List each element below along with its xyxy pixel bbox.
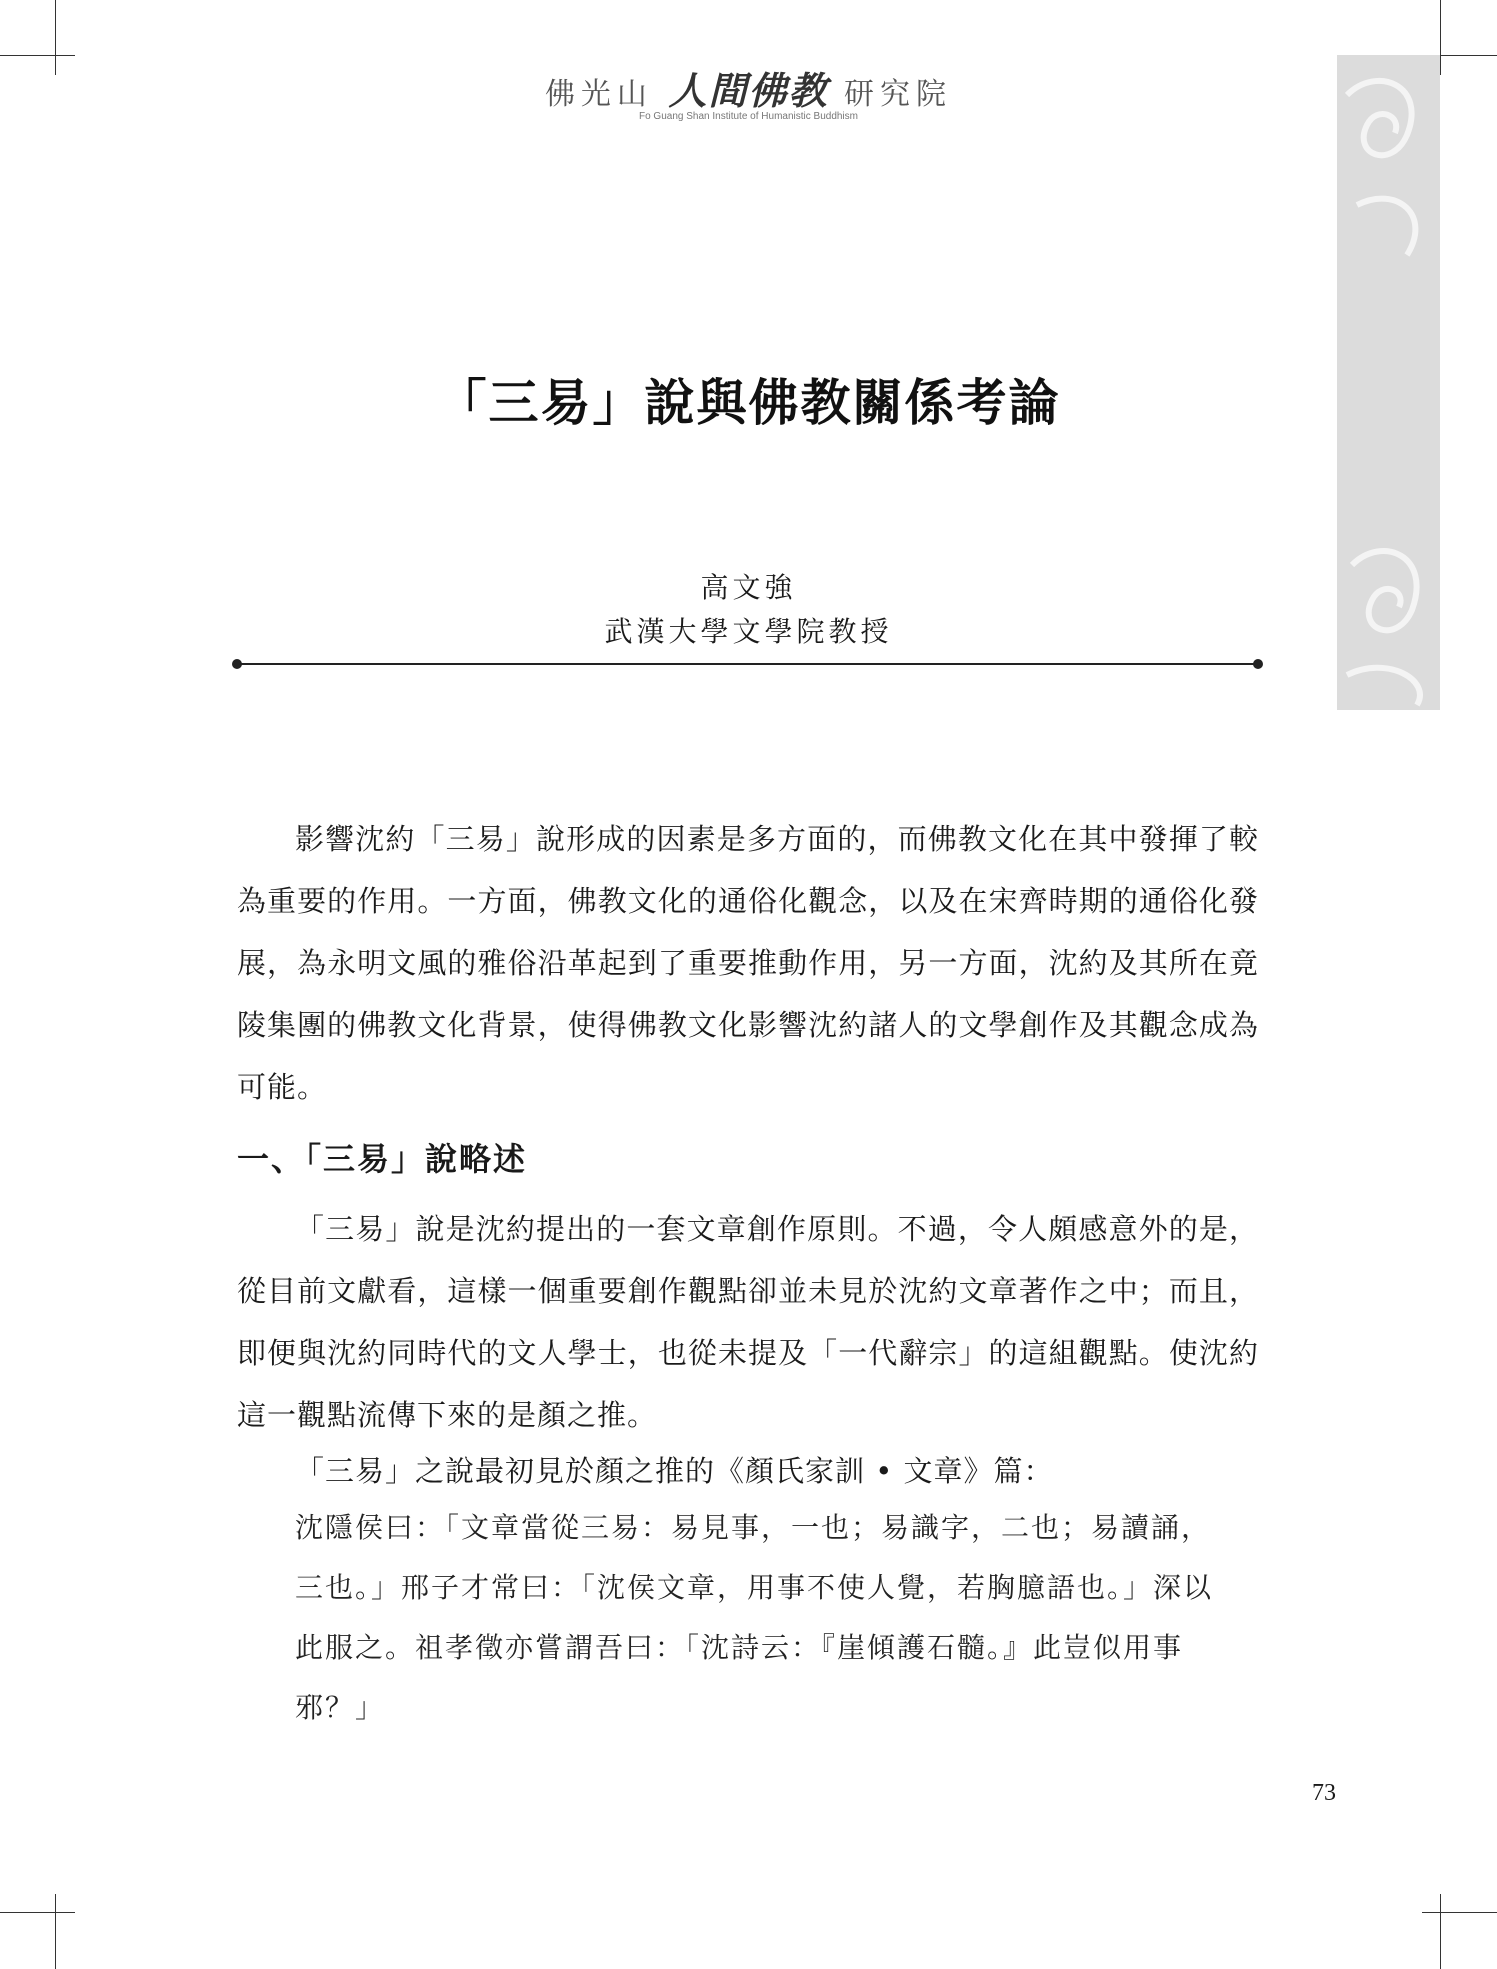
header-brand-logo: 人間佛教 <box>668 69 829 113</box>
divider-dot-right <box>1253 659 1263 669</box>
title-divider <box>237 663 1257 665</box>
divider-dot-left <box>232 659 242 669</box>
block-quote: 沈隱侯曰：「文章當從三易：易見事，一也；易識字，二也；易讀誦，三也。」邢子才常曰：「沈侯文章，用事不使人覺，若胸臆語也。」深以此服之。祖孝徵亦嘗謂吾曰：「沈詩云：『崖傾護石髓。』此豈似用事邪？」 <box>295 1511 1214 1724</box>
author-name: 高文強 <box>700 571 797 604</box>
header-left-text: 佛光山 <box>544 77 653 112</box>
crop-mark <box>0 1912 75 1913</box>
body-paragraph: 「三易」說是沈約提出的一套文章創作原則。不過，令人頗感意外的是，從目前文獻看，這樣一個重要創作觀點卻並未見於沈約文章著作之中；而且，即便與沈約同時代的文人學士，也從未提及「一代辭宗」的這組觀點。使沈約這一觀點流傳下來的是顏之推。 <box>237 1212 1259 1432</box>
institute-english-name: Fo Guang Shan Institute of Humanistic Buddhism <box>638 111 858 122</box>
section-heading: 一、「三易」說略述 <box>237 1140 528 1178</box>
institute-header <box>0 60 1497 115</box>
article-title: 「三易」說與佛教關係考論 <box>436 374 1061 432</box>
crop-mark <box>55 1894 56 1969</box>
body-paragraph: 「三易」之說最初見於顏之推的《顏氏家訓 • 文章》篇： <box>295 1454 1054 1488</box>
crop-mark <box>0 55 75 56</box>
crop-mark <box>1440 1894 1441 1969</box>
header-right-text: 研究院 <box>844 77 953 112</box>
author-affiliation: 武漢大學文學院教授 <box>604 615 893 648</box>
page-number: 73 <box>1312 1780 1336 1806</box>
abstract-paragraph: 影響沈約「三易」說形成的因素是多方面的，而佛教文化在其中發揮了較為重要的作用。一方面，佛教文化的通俗化觀念，以及在宋齊時期的通俗化發展，為永明文風的雅俗沿革起到了重要推動作用，另一方面，沈約及其所在竟陵集團的佛教文化背景，使得佛教文化影響沈約諸人的文學創作及其觀念成為可能。 <box>237 822 1259 1104</box>
crop-mark <box>1422 1912 1497 1913</box>
